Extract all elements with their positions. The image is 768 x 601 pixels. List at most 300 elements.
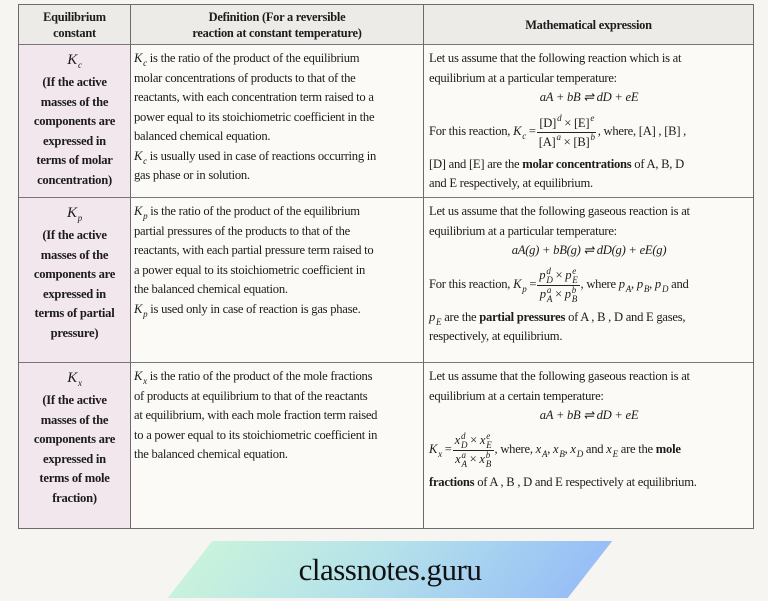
subscript: D [576, 449, 583, 460]
superscript: b [590, 131, 595, 142]
subscript: E [612, 449, 618, 460]
math-symbol [535, 442, 548, 460]
text-run [429, 51, 681, 65]
text: x [455, 451, 461, 466]
definition-line [134, 69, 420, 89]
text-run [631, 157, 684, 171]
text: = [441, 442, 452, 457]
header-line: constant [53, 25, 96, 40]
header-equilibrium-constant [19, 5, 131, 45]
text: are the [441, 309, 480, 324]
formula-suffix [581, 275, 689, 295]
text-run [565, 310, 685, 324]
text: is the ratio of the product of the mole fractions [146, 369, 373, 383]
condition-line: (If the active [42, 75, 107, 89]
subscript: A [546, 293, 553, 304]
text-run [442, 442, 452, 456]
denominator [453, 451, 493, 469]
text: the balanced chemical equation. [134, 447, 288, 461]
text-run [553, 268, 566, 282]
text-run [134, 389, 367, 403]
math-symbol [67, 205, 82, 221]
text: x [535, 442, 541, 457]
text: [D] and [E] are the [429, 156, 523, 171]
text-run [429, 224, 617, 238]
definition-line [134, 108, 420, 128]
text: p [564, 286, 571, 301]
formula [429, 114, 749, 151]
superscript: b [571, 284, 577, 295]
definition-line [134, 300, 420, 320]
text: K [134, 301, 143, 316]
expression-line [429, 155, 749, 175]
text: aA + bB ⇌ dD + eE [539, 90, 639, 104]
condition-line: components are [33, 114, 116, 128]
text: balanced chemical equation. [134, 129, 271, 143]
equilibrium-constant-cell [19, 198, 131, 363]
math-symbol [513, 277, 527, 295]
text: Let us assume that the following reaction which is at [429, 51, 682, 65]
fraction [537, 267, 579, 304]
subscript: A [625, 284, 632, 295]
text-run [147, 369, 372, 383]
text-run [552, 287, 565, 301]
subscript: x [438, 449, 442, 460]
text: fractions [429, 474, 475, 489]
subscript: x [78, 378, 82, 388]
text: K [134, 369, 143, 383]
header-line: Equilibrium [43, 9, 106, 24]
text: of A, B, D [631, 156, 684, 171]
superscript: e [572, 265, 577, 276]
text: respectively, at equilibrium. [429, 329, 563, 344]
header-line: reaction at constant temperature) [192, 25, 362, 40]
text: x [479, 451, 485, 466]
text: [A] [538, 134, 556, 149]
script-stack [572, 286, 577, 304]
text-run [134, 168, 250, 182]
script-stack [572, 267, 577, 285]
text: are the [617, 442, 656, 457]
math-symbol [606, 442, 618, 460]
expression-line [429, 473, 749, 493]
text: equilibrium at a particular temperature: [429, 70, 617, 85]
subscript: c [78, 60, 82, 70]
header-line: Mathematical expression [525, 17, 652, 32]
numerator [537, 267, 579, 286]
text: × [B] [560, 134, 590, 149]
superscript: e [590, 112, 595, 123]
subscript: c [143, 155, 147, 166]
subscript: c [522, 131, 526, 142]
denominator [537, 133, 597, 151]
definition-line [134, 280, 420, 300]
script-stack [78, 379, 82, 388]
text: reactants, with each concentration term raised to a [134, 90, 374, 104]
text: aA(g) + bB(g) ⇌ dD(g) + eE(g) [511, 243, 667, 257]
math-symbol [565, 265, 578, 285]
text-run [527, 277, 537, 291]
text: a power equal to its stoichiometric coefficient in [134, 262, 366, 277]
text-run [467, 452, 480, 466]
subscript: B [485, 458, 492, 469]
text: molar concentrations of products to that of the [134, 70, 356, 85]
definition-line [134, 241, 420, 261]
text: p [565, 267, 572, 282]
text-run [429, 124, 513, 138]
text-run [540, 408, 639, 422]
logo-text: classnotes.guru [298, 551, 482, 587]
superscript: d [546, 265, 551, 276]
condition-line: components are [33, 432, 116, 446]
text: p [429, 309, 436, 324]
equilibrium-constant-cell [19, 363, 131, 528]
math-symbol [67, 52, 82, 68]
text: × [E] [561, 115, 590, 130]
text: x [553, 442, 559, 457]
math-symbol [134, 204, 148, 221]
text-run [429, 157, 522, 171]
formula [429, 432, 749, 469]
text-run [429, 369, 690, 383]
math-symbol [539, 112, 562, 130]
text: , where, [494, 442, 536, 457]
text: mole [655, 442, 681, 457]
math-symbol [560, 131, 595, 149]
text: × [466, 451, 480, 466]
subscript: p [77, 213, 82, 223]
math-symbol [513, 124, 526, 142]
text: K [67, 52, 77, 68]
expression-line [429, 222, 749, 242]
expression-line [429, 387, 749, 407]
expression-line [429, 327, 749, 347]
text: to a power equal to its stoichiometric coefficient in [134, 427, 378, 442]
text-run [134, 243, 373, 257]
equilibrium-constants-table [18, 4, 754, 529]
text-run [147, 204, 359, 218]
definition-line [134, 127, 420, 147]
condition-line: masses of the [40, 412, 109, 427]
subscript: B [571, 293, 578, 304]
text: and E respectively, at equilibrium. [429, 176, 593, 190]
text-run [618, 442, 656, 456]
condition-line: concentration) [37, 172, 112, 187]
math-symbol [654, 277, 669, 295]
math-symbol [618, 277, 632, 295]
text: x [479, 432, 486, 447]
condition-line: expressed in [43, 451, 106, 466]
reaction-equation [429, 241, 749, 261]
math-symbol [479, 449, 492, 469]
text-run [134, 129, 270, 143]
text: is the ratio of the product of the equilibrium [146, 51, 360, 65]
superscript: d [461, 430, 466, 441]
subscript: D [546, 274, 553, 285]
header-mathematical-expression [424, 5, 753, 45]
definition-line [134, 166, 420, 186]
script-stack [486, 451, 491, 469]
text: of A , B , D and E gases, [565, 309, 686, 324]
subscript: p [143, 211, 148, 221]
text-run [134, 428, 377, 442]
text-run [147, 302, 360, 316]
text: power equal to its stoichiometric coefficient in the [134, 109, 375, 124]
text-run [134, 110, 374, 124]
text: equilibrium at a particular temperature: [429, 223, 617, 238]
definition-line [134, 147, 420, 167]
classnotes-logo [190, 541, 590, 598]
script-stack [590, 133, 594, 142]
condition-line: masses of the [40, 247, 109, 262]
fraction [453, 432, 494, 469]
text: partial pressures of the products to that of the [134, 223, 351, 238]
script-stack [78, 214, 82, 223]
formula-prefix [429, 275, 536, 295]
text: aA + bB ⇌ dD + eE [539, 408, 639, 422]
expression-cell [424, 198, 753, 363]
text: K [66, 205, 77, 221]
text: K [134, 51, 143, 65]
text: and [583, 442, 607, 457]
condition-line: (If the active [42, 393, 107, 407]
text-run [134, 71, 356, 85]
text: , [564, 442, 571, 457]
text: K [134, 204, 143, 218]
math-symbol [564, 284, 578, 304]
subscript: E [572, 274, 578, 285]
text-run [441, 310, 479, 324]
text-run [134, 90, 374, 104]
math-symbol [455, 449, 467, 469]
superscript: b [485, 449, 491, 460]
expression-line [429, 308, 749, 328]
definition-line [134, 88, 420, 108]
text-run [134, 447, 288, 461]
math-symbol [429, 442, 442, 460]
superscript: e [486, 430, 491, 441]
text: , where [580, 277, 619, 292]
condition-line: components are [33, 267, 116, 281]
math-symbol [134, 301, 148, 319]
text-run [668, 277, 688, 291]
text: = [526, 277, 537, 292]
subscript: E [486, 439, 492, 450]
reaction-equation [429, 88, 749, 108]
text-run [147, 149, 376, 163]
condition-line: terms of molar [36, 153, 113, 167]
subscript: E [436, 316, 442, 327]
bold-term [522, 157, 631, 171]
condition-line: masses of the [40, 94, 109, 109]
bold-term [479, 310, 565, 324]
text: p [636, 277, 643, 292]
text: K [134, 148, 143, 163]
expression-cell [424, 363, 753, 528]
math-symbol [553, 442, 565, 460]
denominator [538, 286, 579, 304]
text: equilibrium at a certain temperature: [429, 388, 604, 403]
bold-term [429, 475, 474, 489]
formula-suffix [495, 440, 681, 460]
math-symbol [67, 370, 82, 386]
text-run [134, 263, 365, 277]
definition-cell [131, 45, 424, 198]
text: K [513, 124, 522, 139]
text: of products at equilibrium to that of the reactants [134, 388, 368, 403]
header-line: Definition (For a reversible [208, 9, 346, 24]
formula [429, 267, 749, 304]
formula-suffix [598, 122, 686, 142]
superscript: a [461, 449, 466, 460]
text: gas phase or in solution. [134, 168, 250, 182]
subscript: A [461, 458, 467, 469]
text-run [598, 124, 686, 138]
text: of A , B , D and E respectively at equilibrium. [474, 474, 697, 489]
equilibrium-constant-cell [19, 45, 131, 198]
constant-symbol [19, 202, 130, 226]
math-symbol [134, 369, 147, 386]
constant-symbol [19, 49, 130, 73]
text-run [429, 389, 604, 403]
text: partial pressures [479, 309, 566, 324]
header-definition [131, 5, 424, 45]
text: For this reaction, [429, 277, 514, 292]
text: = [526, 124, 536, 139]
numerator [453, 432, 494, 451]
text: at equilibrium, with each mole fraction term raised [134, 408, 378, 422]
subscript: p [143, 308, 148, 319]
math-symbol [429, 309, 442, 327]
text: p [618, 277, 625, 292]
definition-cell [131, 363, 424, 528]
text-run [540, 90, 639, 104]
definition-line [134, 49, 420, 69]
expression-line [429, 367, 749, 387]
superscript: d [557, 112, 562, 123]
definition-line [134, 367, 420, 387]
math-symbol [454, 430, 468, 450]
definition-line [134, 202, 420, 222]
definition-line [134, 222, 420, 242]
expression-line [429, 174, 749, 194]
text-run [495, 442, 536, 456]
expression-line [429, 69, 749, 89]
text: Let us assume that the following gaseous reaction is at [429, 204, 690, 218]
text-run [429, 71, 617, 85]
definition-line [134, 426, 420, 446]
subscript: B [643, 284, 650, 295]
math-symbol [479, 430, 492, 450]
math-symbol [570, 442, 583, 460]
text-run [581, 277, 619, 291]
definition-line [134, 387, 420, 407]
condition-line: terms of mole [39, 471, 110, 485]
text-run [429, 329, 562, 343]
text-run [134, 408, 377, 422]
text: × [552, 286, 565, 301]
text-run [429, 277, 513, 291]
subscript: B [559, 449, 565, 460]
text: K [513, 277, 522, 292]
expression-line [429, 202, 749, 222]
subscript: D [461, 439, 468, 450]
expression-line [429, 49, 749, 69]
script-stack [590, 114, 594, 123]
math-symbol [636, 277, 650, 295]
math-symbol [538, 131, 561, 149]
text: , [631, 277, 637, 292]
superscript: a [556, 131, 561, 142]
constant-symbol [19, 367, 130, 391]
condition-line: fraction) [52, 490, 97, 505]
text: [D] [539, 115, 557, 130]
text: p [539, 267, 546, 282]
text-run [512, 243, 667, 257]
text: x [570, 442, 576, 457]
text-run [429, 176, 593, 190]
text-run [526, 124, 536, 138]
math-symbol [134, 51, 147, 68]
text: x [606, 442, 612, 457]
text: is used only in case of reaction is gas phase. [147, 301, 361, 316]
definition-line [134, 445, 420, 465]
condition-line: expressed in [43, 286, 106, 301]
math-symbol [539, 284, 553, 304]
formula-prefix [429, 440, 452, 460]
text-run [134, 282, 288, 296]
math-symbol [134, 148, 147, 166]
formula-prefix [429, 122, 536, 142]
text-run [467, 433, 480, 447]
text: × [467, 432, 480, 447]
subscript: D [661, 284, 669, 295]
text: p [539, 286, 546, 301]
definition-line [134, 261, 420, 281]
superscript: a [546, 284, 552, 295]
text: , where, [A] , [B] , [597, 124, 687, 139]
text-run [134, 224, 350, 238]
definition-cell [131, 198, 424, 363]
text: is usually used in case of reactions occurring in [146, 148, 377, 163]
expression-cell [424, 45, 753, 198]
text: K [429, 442, 438, 457]
text: , [649, 277, 655, 292]
subscript: c [143, 58, 147, 68]
text-run [429, 204, 690, 218]
text: For this reaction, [429, 124, 514, 139]
text-run [474, 475, 696, 489]
bold-term [656, 442, 681, 456]
text: K [67, 370, 77, 386]
text: reactants, with each partial pressure term raised to [134, 243, 374, 257]
text-run [147, 51, 359, 65]
text: is the ratio of the product of the equilibrium [147, 204, 360, 218]
subscript: p [522, 284, 527, 295]
script-stack [78, 61, 82, 70]
numerator [537, 114, 596, 133]
text: x [454, 432, 461, 447]
script-stack [486, 432, 491, 450]
reaction-equation [429, 406, 749, 426]
condition-line: (If the active [42, 228, 107, 242]
text: p [654, 277, 661, 292]
definition-line [134, 406, 420, 426]
text: × [552, 267, 566, 282]
text: , [547, 442, 554, 457]
subscript: A [541, 449, 548, 460]
condition-line: terms of partial [34, 306, 115, 320]
